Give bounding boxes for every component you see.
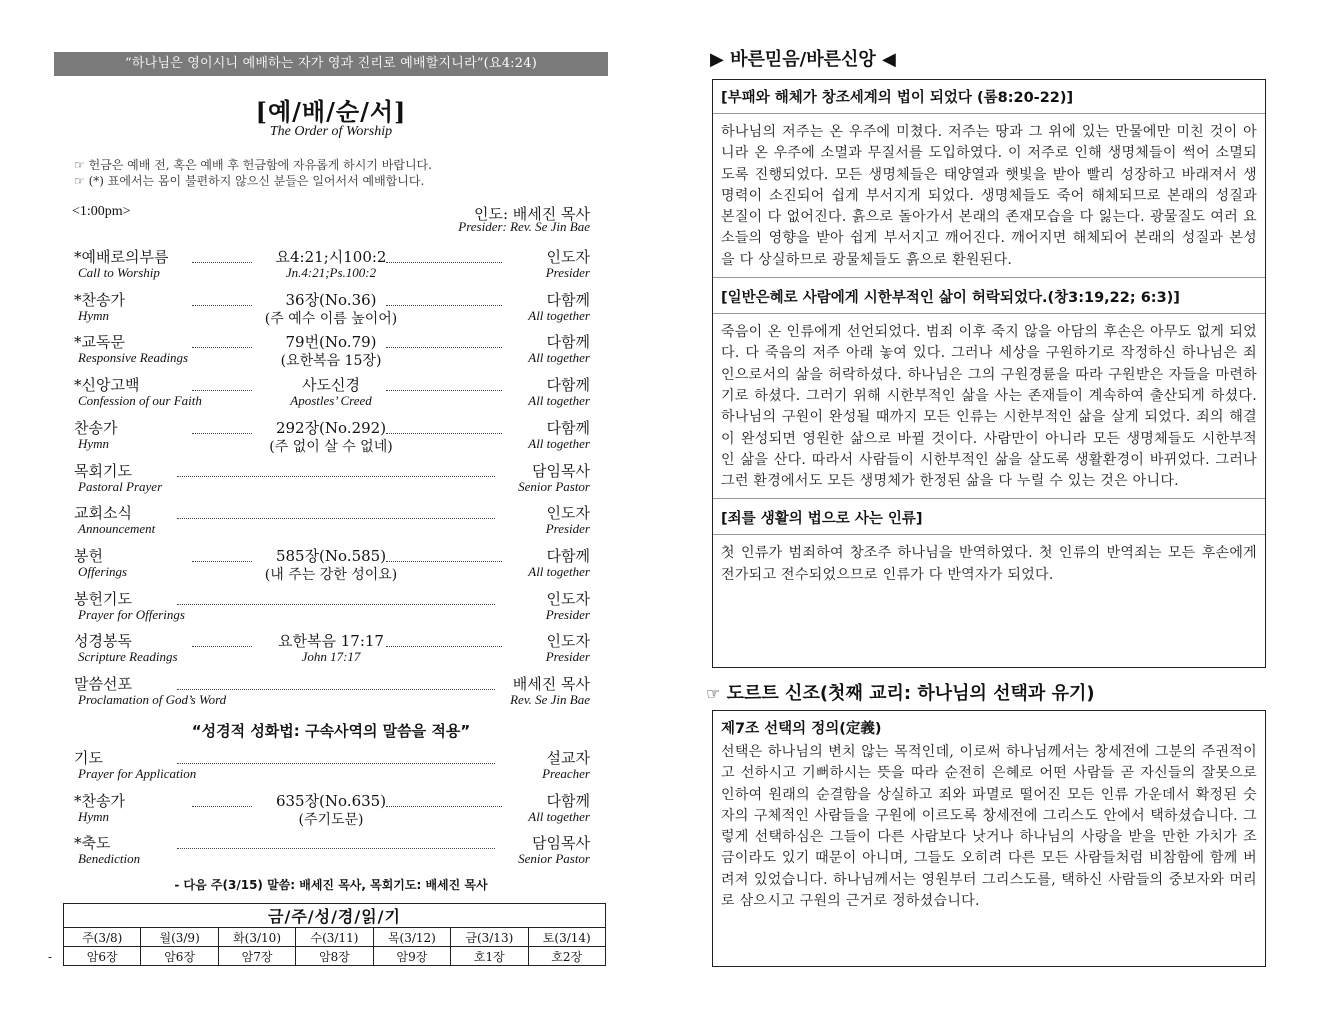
order-item-title-en: Hymn (78, 808, 110, 824)
dotted-leader (177, 476, 495, 477)
order-item-reference-detail: (주 예수 이름 높이어) (264, 310, 398, 327)
order-item-leader-en: Senior Pastor (518, 478, 590, 494)
order-item-title-en: Prayer for Application (78, 766, 197, 781)
dotted-leader (192, 305, 252, 306)
order-item-title: *예배로의부름 (74, 248, 169, 266)
order-item-leader: 배세진 목사 (512, 675, 590, 693)
order-item (72, 246, 590, 286)
reading-chapter: 암6장 (64, 947, 141, 966)
order-item (72, 289, 590, 329)
dotted-leader (386, 561, 502, 562)
presider-en: Presider: Rev. Se Jin Bae (458, 219, 590, 234)
order-item-title-en: Responsive Readings (78, 350, 189, 366)
article-heading: [일반은혜로 사람에게 시한부적인 삶이 허락되었다.(창3:19,22; 6:3)] (721, 290, 1180, 307)
order-item-title-en: Call to Worship (78, 265, 160, 280)
service-time: <1:00pm> (72, 204, 131, 219)
order-item-reference: 79번(No.79) (285, 333, 377, 352)
order-item-leader-en: All together (528, 393, 590, 409)
dotted-leader (192, 262, 252, 263)
order-item-title-en: Announcement (78, 521, 156, 537)
order-item-reference-detail: (주기도문) (298, 811, 364, 828)
next-week-notice: - 다음 주(3/15) 말씀: 배세진 목사, 목회기도: 배세진 목사 (174, 878, 488, 892)
dotted-leader (177, 848, 495, 849)
order-item (72, 747, 590, 787)
scripture-banner: “하나님은 영이시니 예배하는 자가 영과 진리로 예배할지니라”(요4:24) (54, 52, 608, 76)
order-item-reference: 585장(No.585) (275, 546, 387, 565)
reading-day: 목(3/12) (373, 928, 450, 947)
article-paragraph: 하나님의 저주는 온 우주에 미쳤다. 저주는 땅과 그 위에 있는 만물에만 미친 것이 아니라 온 우주에 소멸과 무질서를 도입하였다. 이 저주로 인해 생명체들이 썩어 소멸되도록 진행되었다. 모든 생명체들은 태양열과 햇빛을 받아 빨리 성장하고 바래져서 생명력이 소진되어 쉽게 부서지게 되었다. 생명체들도 죽어 해체되므로 본래의 성질과 본질이 다 없어진다. 흙으로 돌아가서 본래의 존재모습을 다 잃는다. 광물질도 여러 요소들의 영향을 받아 쉽게 부서지고 깨어진다. 깨어지면 해체되어 본래의 성질과 본성을 다 상실하므로 광물체들도 흙으로 환원된다. (721, 124, 1257, 268)
note-offering-text: 헌금은 예배 전, 혹은 예배 후 헌금함에 자유롭게 하시기 바랍니다. (88, 158, 432, 172)
order-item-reference: 36장(No.36) (285, 290, 377, 309)
section-header-right-faith: ▶ 바른믿음/바른신앙 ◀ (710, 49, 896, 70)
order-item (72, 374, 590, 414)
order-item-leader: 인도자 (546, 589, 590, 608)
order-item-leader: 설교자 (546, 749, 590, 767)
order-item-title: 봉헌 (74, 546, 103, 565)
order-item-title: 봉헌기도 (74, 589, 132, 608)
order-item-reference-detail: Jn.4:21;Ps.100:2 (285, 265, 377, 280)
order-item-leader: 담임목사 (532, 834, 590, 852)
order-item-title-en: Pastoral Prayer (78, 478, 163, 494)
order-item-leader-en: All together (528, 563, 590, 579)
order-item (72, 460, 590, 500)
page-title: [예/배/순/서] (255, 97, 407, 126)
order-item (72, 331, 590, 371)
order-item-leader-en: Presider (545, 521, 590, 537)
reading-chapter: 호1장 (451, 947, 528, 966)
order-item-leader: 다함께 (546, 376, 590, 395)
order-item-title: 기도 (74, 749, 103, 767)
faith-article-box (712, 79, 1266, 668)
order-item (72, 630, 590, 670)
order-item-leader: 다함께 (546, 791, 590, 810)
order-item-reference-detail: (요한복음 15장) (280, 353, 382, 370)
page-subtitle: The Order of Worship (269, 124, 393, 139)
order-item-leader: 담임목사 (532, 461, 590, 480)
order-item-title: *찬송가 (74, 791, 125, 810)
dotted-leader (192, 646, 252, 647)
reading-chapter: 암8장 (296, 947, 373, 966)
order-item (72, 588, 590, 628)
order-item (72, 502, 590, 542)
reading-day: 금(3/13) (451, 928, 528, 947)
divider (713, 313, 1265, 314)
order-item-title: 교회소식 (74, 504, 132, 523)
order-item-title-en: Proclamation of God’s Word (78, 692, 227, 707)
order-item-leader-en: All together (528, 808, 590, 824)
dotted-leader (177, 604, 495, 605)
order-item-leader-en: Rev. Se Jin Bae (510, 692, 590, 707)
order-item-leader-en: All together (528, 435, 590, 451)
dotted-leader (192, 347, 252, 348)
article-heading: 제7조 선택의 정의(定義) (721, 721, 882, 737)
order-item-leader-en: All together (528, 350, 590, 366)
order-item-leader-en: Presider (545, 265, 590, 280)
order-item-title: 목회기도 (74, 461, 132, 480)
order-item-leader-en: Presider (545, 606, 590, 622)
order-item-reference: 사도신경 (302, 376, 360, 395)
order-item-title: *찬송가 (74, 290, 125, 309)
reading-day: 월(3/9) (141, 928, 218, 947)
dort-header-text: 도르트 신조(첫째 교리: 하나님의 선택과 유기) (726, 683, 1095, 704)
article-heading: [부패와 해체가 창조세계의 법이 되었다 (롬8:20-22)] (721, 90, 1074, 106)
order-item (72, 832, 590, 872)
order-item-leader: 다함께 (546, 333, 590, 352)
order-item-title-en: Benediction (78, 851, 141, 866)
order-item-leader: 인도자 (546, 504, 590, 523)
note-standing-text: (*) 표에서는 몸이 불편하지 않으신 분들은 일어서서 예배합니다. (88, 174, 425, 188)
order-item-leader: 다함께 (546, 290, 590, 309)
order-item-title-en: Scripture Readings (78, 649, 178, 665)
divider (713, 277, 1265, 278)
order-item-title-en: Hymn (78, 307, 110, 323)
order-item-reference: 요한복음 17:17 (278, 632, 384, 651)
presider-ko: 인도: 배세진 목사 (473, 205, 590, 223)
dotted-leader (192, 806, 252, 807)
reading-chapter: 암6장 (141, 947, 218, 966)
order-item-leader-en: Senior Pastor (518, 851, 590, 866)
reading-day: 토(3/14) (528, 928, 605, 947)
dotted-leader (177, 763, 495, 764)
dotted-leader (192, 433, 252, 434)
order-item-leader-en: Presider (545, 649, 590, 665)
order-item-leader: 다함께 (546, 418, 590, 437)
dotted-leader (177, 689, 495, 690)
reading-chapter: 암9장 (373, 947, 450, 966)
article-paragraph: 선택은 하나님의 변치 않는 목적인데, 이로써 하나님께서는 창세전에 그분의 주권적이고 선하시고 기뻐하시는 뜻을 따라 순전히 은혜로 어떤 사람들 곧 자신들의 잘못으로 인하여 원래의 순결함을 상실하고 죄와 파멸로 떨어진 모든 인류 가운데서 확정된 숫자의 구체적인 사람들을 구원에 이르도록 창세전에 그리스도 안에서 택하셨습니다. 그렇게 선택하심은 그들이 다른 사람보다 낫거나 하나님의 사랑을 받을 만한 가치가 조금이라도 있기 때문이 아니며, 그들도 오히려 다른 모든 사람들처럼 비참함에 함께 버려져 있었습니다. 하나님께서는 영원부터 그리스도를, 택하신 사람들의 중보자와 머리로 삼으시고 구원의 근거로 정하셨습니다. (721, 744, 1257, 910)
article-paragraph: 첫 인류가 범죄하여 창조주 하나님을 반역하였다. 첫 인류의 반역죄는 모든 후손에게 전가되고 전수되었으므로 인류가 다 반역자가 되었다. (721, 545, 1257, 583)
dotted-leader (386, 433, 502, 434)
order-item-title-en: Hymn (78, 435, 110, 451)
dotted-leader (386, 806, 502, 807)
dotted-leader (386, 305, 502, 306)
order-item-reference: 635장(No.635) (275, 791, 387, 810)
weekly-reading-table (63, 903, 606, 966)
order-item-reference-detail: (내 주는 강한 성이요) (264, 566, 398, 583)
pointing-hand-icon: ☞ (706, 684, 721, 703)
reading-day: 화(3/10) (218, 928, 295, 947)
order-item (72, 417, 590, 457)
reading-day: 수(3/11) (296, 928, 373, 947)
order-item-title-en: Prayer for Offerings (78, 606, 185, 622)
order-item-title: 성경봉독 (74, 632, 132, 651)
dotted-leader (192, 561, 252, 562)
reading-chapters-row (64, 947, 606, 966)
divider (713, 534, 1265, 535)
order-item-reference: 요4:21;시100:2 (275, 248, 387, 266)
order-item-title: 찬송가 (74, 418, 118, 437)
order-item-reference-detail: Apostles’ Creed (290, 393, 372, 409)
pointing-hand-icon: ☞ (74, 158, 85, 172)
divider (713, 113, 1265, 114)
order-item (72, 545, 590, 585)
dotted-leader (177, 518, 495, 519)
pointing-hand-icon: ☞ (74, 174, 85, 188)
order-item-reference: 292장(No.292) (275, 418, 387, 437)
order-item-leader: 다함께 (546, 546, 590, 565)
dotted-leader (192, 390, 252, 391)
order-item-title: *신앙고백 (74, 376, 140, 395)
order-item-leader: 인도자 (546, 248, 590, 266)
reading-table-title: 금/주/성/경/읽/기 (64, 904, 606, 928)
dort-article-box (712, 710, 1266, 967)
dotted-leader (386, 262, 502, 263)
order-item-title: *교독문 (74, 333, 125, 352)
note-offering (74, 156, 432, 173)
order-item-title: *축도 (74, 834, 111, 852)
order-item-reference-detail: John 17:17 (301, 649, 361, 665)
article-heading: [죄를 생활의 법으로 사는 인류] (721, 511, 923, 528)
reading-day: 주(3/8) (64, 928, 141, 947)
note-standing (74, 172, 424, 189)
order-item-title: 말씀선포 (74, 675, 132, 693)
order-item (72, 673, 590, 713)
dotted-leader (386, 347, 502, 348)
reading-chapter: 암7장 (218, 947, 295, 966)
dotted-leader (386, 390, 502, 391)
order-item-leader-en: Preacher (542, 766, 590, 781)
sermon-title: “성경적 성화법: 구속사역의 말씀을 적용” (191, 722, 471, 740)
order-item-leader-en: All together (528, 307, 590, 323)
order-item-title-en: Confession of our Faith (78, 393, 202, 409)
reading-chapter: 호2장 (528, 947, 605, 966)
order-item-title-en: Offerings (78, 563, 128, 579)
order-item-leader: 인도자 (546, 632, 590, 651)
article-paragraph: 죽음이 온 인류에게 선언되었다. 범죄 이후 죽지 않을 아담의 후손은 아무도 없게 되었다. 다 죽음의 저주 아래 놓여 있다. 그러나 세상을 구원하기로 작정하신 하나님은 죄인으로서의 삶을 허락하셨다. 하나님은 그의 구원경륜을 따라 구원받은 자들을 마련하기로 하셨다. 그러기 위해 시한부적인 삶을 사는 존재들이 계속하여 출산되게 하셨다. 하나님의 구원이 완성될 때까지 모든 인류는 시한부적인 삶을 살게 되었다. 죄의 해결이 완성되면 영원한 삶으로 바뀔 것이다. 사람만이 아니라 모든 생명체들도 시한부적인 삶을 산다. 따라서 사람들이 시한부적인 삶을 살도록 생활환경이 바뀌었다. 그러나 그런 환경에서도 모든 생명체가 한정된 삶을 다 누릴 수 있는 것은 아니다. (721, 324, 1257, 490)
order-item-reference-detail: (주 없이 살 수 없네) (269, 438, 393, 455)
margin-dash: - (48, 950, 53, 964)
section-header-dort (706, 679, 1095, 705)
divider (713, 498, 1265, 499)
dotted-leader (386, 646, 502, 647)
order-item (72, 790, 590, 830)
reading-days-row (64, 928, 606, 947)
